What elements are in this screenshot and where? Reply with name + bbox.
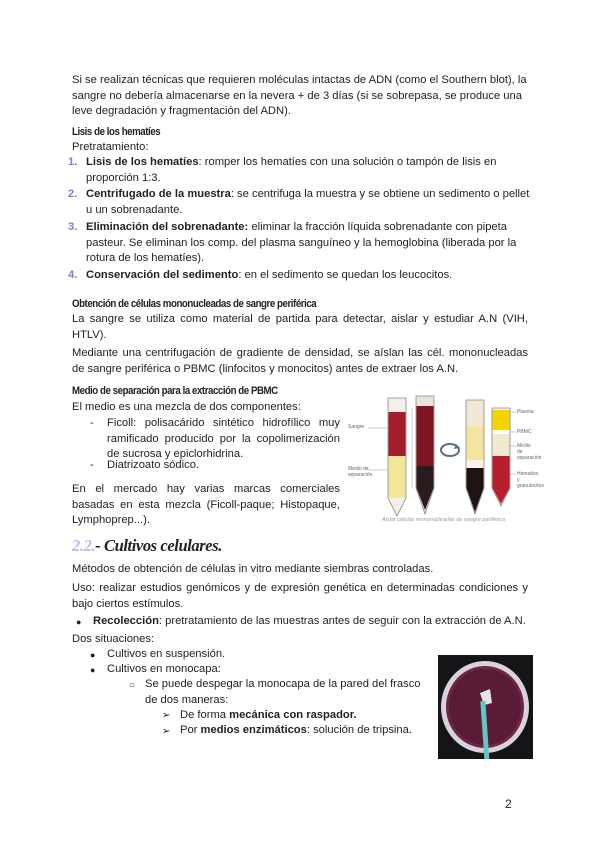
figure-caption: Aislar células mononucleadas de sangre periférica (382, 517, 505, 523)
bullet-icon: ● (90, 665, 96, 675)
step-text: : romper los hematíes con una solución o tampón de lisis en proporción 1:3. (86, 156, 497, 184)
step-text: : se centrifuga la muestra y se obtiene un sedimento o pellet u un sobrenadante. (86, 188, 530, 216)
label-medio-right: Medio de separación (517, 443, 542, 461)
step-title: Conservación del sedimento (86, 269, 239, 281)
recoleccion-text: : pretratamiento de las muestras antes de seguir con la extracción de A.N. (158, 615, 526, 627)
medio-item-ficoll: Ficoll: polisacárido sintético hidrofílico muy ramificado producido por la copolimerización de sucrosa y epiclorhidrina. (107, 417, 340, 461)
obtencion-paragraph-1: La sangre se utiliza como material de partida para detectar, aislar y estudiar A.N (VIH, HTLV). (72, 313, 528, 341)
intro-paragraph: Si se realizan técnicas que requieren moléculas intactas de ADN (como el Southern blot), la sangre no debería almacenarse en la nevera + de 3 días (si se sobrepasa, se produce una leve degradación y fragmentación del ADN). (72, 74, 527, 118)
page-number: 2 (505, 797, 512, 811)
medio-outro: En el mercado hay varias marcas comerciales basadas en esta mezcla (Ficoll-paque; Histopaque, Lymphoprep...). (72, 483, 340, 527)
dash-marker: - (90, 417, 94, 429)
petri-dish-photo (438, 655, 533, 759)
manera-enzimatica: Por medios enzimáticos: solución de tripsina. (180, 724, 412, 736)
bullet-icon: ● (90, 650, 96, 660)
label-sangre: Sangre (348, 424, 365, 430)
label-hematies: Hematíes y granulocitos (517, 471, 544, 489)
medio-intro: El medio es una mezcla de dos componentes: (72, 401, 301, 413)
bullet-icon: ● (76, 617, 82, 627)
cultivos-paragraph-2: Uso: realizar estudios genómicos y de expresión genética en determinadas condiciones y bajo ciertos estímulos. (72, 582, 528, 610)
lisis-step-2 (68, 187, 530, 218)
step-title: Eliminación del sobrenadante: (86, 221, 249, 233)
recoleccion-title: Recolección (93, 615, 159, 627)
label-pbmc: PBMC (517, 429, 532, 435)
circle-bullet-icon: ○ (129, 680, 136, 691)
cultivos-paragraph-1: Métodos de obtención de células in vitro mediante siembras controladas. (72, 563, 434, 575)
step-number: 3. (68, 221, 78, 233)
lisis-step-1 (68, 155, 530, 186)
step-number: 2. (68, 188, 78, 200)
medio-heading: Medio de separación para la extracción de PBMC (72, 385, 278, 397)
situacion-suspension: Cultivos en suspensión. (107, 648, 226, 660)
section-title-text: - Cultivos celulares. (95, 536, 222, 555)
recoleccion-item (93, 614, 526, 630)
tube-right-1 (466, 400, 484, 514)
cultivos-section-title (72, 538, 222, 554)
manera-mecanica: De forma mecánica con raspador. (180, 709, 357, 721)
section-number: 2.2. (72, 536, 96, 555)
tube-left (388, 398, 406, 516)
step-number: 1. (68, 156, 78, 168)
pretratamiento-label: Pretratamiento: (72, 141, 149, 153)
step-text: : en el sedimento se quedan los leucocitos. (238, 269, 453, 281)
dos-situaciones-label: Dos situaciones: (72, 633, 155, 645)
dash-marker: - (90, 459, 94, 471)
lisis-step-3 (68, 220, 530, 267)
label-plasma: Plasma (517, 409, 534, 415)
cell-scraper-illustration (438, 655, 533, 759)
monocapa-subitem: Se puede despegar la monocapa de la pared del frasco de dos maneras: (145, 678, 421, 706)
label-medio-left: Medio de separación (348, 466, 373, 478)
arrow-bullet-icon: ➢ (162, 710, 171, 721)
lisis-heading: Lisis de los hematíes (72, 126, 161, 138)
obtencion-paragraph-2: Mediante una centrifugación de gradiente de densidad, se aíslan las cél. mononucleadas de sangre periférica o PBMC (linfocitos y monocitos) antes de extraer los A.N. (72, 347, 528, 375)
pbmc-figure (346, 388, 544, 528)
step-title: Lisis de los hematíes (86, 156, 199, 168)
lisis-step-4 (68, 268, 530, 284)
pbmc-tubes-illustration (346, 388, 544, 528)
step-title: Centrifugado de la muestra (86, 188, 231, 200)
step-number: 4. (68, 269, 78, 281)
arrow-bullet-icon: ➢ (162, 726, 171, 737)
obtencion-heading: Obtención de células mononucleadas de sangre periférica (72, 298, 317, 310)
step-text: eliminar la fracción líquida sobrenadante con pipeta pasteur. Se eliminan los comp. del plasma sanguíneo y la hemoglobina (liberada por la rotura de los hematíes). (86, 221, 517, 265)
situacion-monocapa: Cultivos en monocapa: (107, 663, 221, 675)
tube-right-2 (492, 408, 510, 506)
medio-item-diatrizoato: Diatrizoato sódico. (107, 459, 200, 471)
